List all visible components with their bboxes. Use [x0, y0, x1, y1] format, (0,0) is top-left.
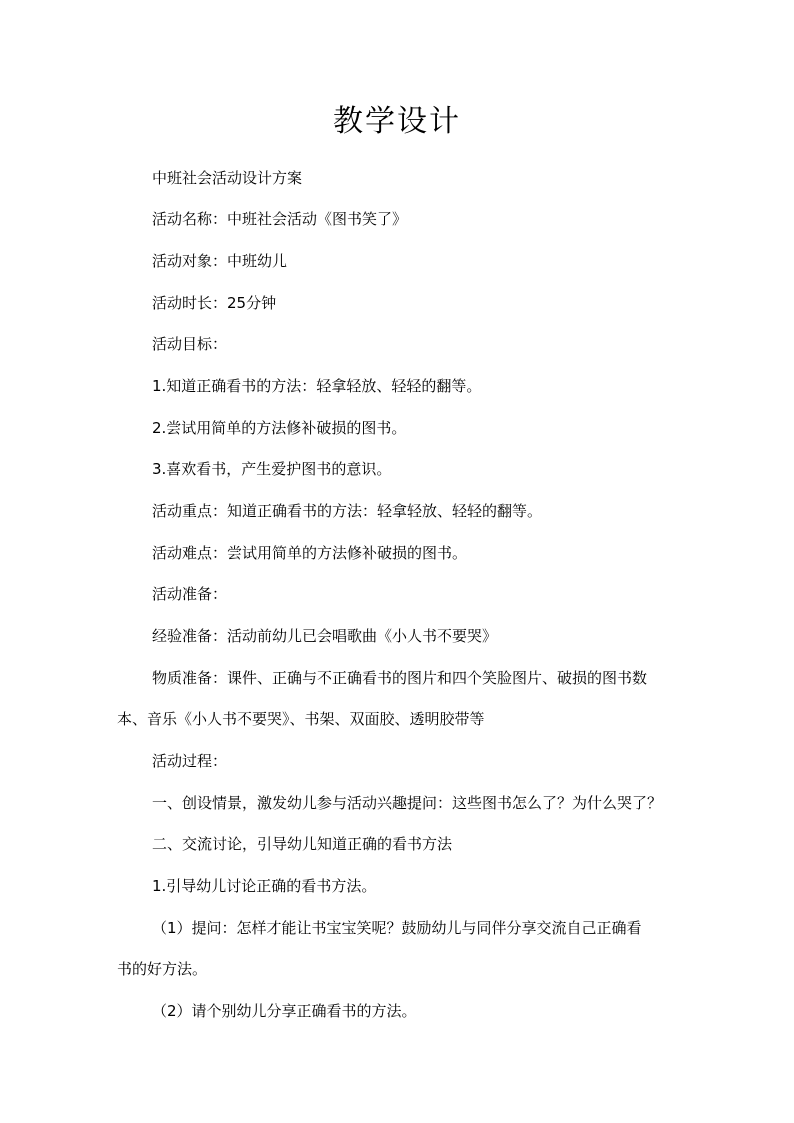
- paragraph-material-prep-cont: 本、音乐《小人书不要哭》、书架、双面胶、透明胶带等: [117, 710, 485, 728]
- paragraph-goals-heading: 活动目标：: [152, 335, 228, 353]
- paragraph-step-2-1-a: （1）提问：怎样才能让书宝宝笑呢？鼓励幼儿与同伴分享交流自己正确看: [152, 919, 642, 937]
- paragraph-key-point: 活动重点：知道正确看书的方法：轻拿轻放、轻轻的翻等。: [152, 502, 543, 520]
- paragraph-process-heading: 活动过程：: [152, 752, 228, 770]
- paragraph-activity-name: 活动名称：中班社会活动《图书笑了》: [152, 210, 408, 228]
- paragraph-difficulty: 活动难点：尝试用简单的方法修补破损的图书。: [152, 544, 468, 562]
- paragraph-step-2-1: 1.引导幼儿讨论正确的看书方法。: [152, 877, 377, 895]
- paragraph-activity-duration: 活动时长：25分钟: [152, 294, 277, 312]
- paragraph-step-2-1-a-cont: 书的好方法。: [117, 960, 208, 978]
- paragraph-activity-target: 活动对象：中班幼儿: [152, 252, 288, 270]
- paragraph-step-2-1-b: （2）请个别幼儿分享正确看书的方法。: [152, 1002, 417, 1020]
- paragraph-goal-2: 2.尝试用简单的方法修补破损的图书。: [152, 419, 407, 437]
- paragraph-step-1: 一、创设情景，激发幼儿参与活动兴趣提问：这些图书怎么了？为什么哭了？: [152, 794, 663, 812]
- document-title: 教学设计: [333, 104, 461, 139]
- paragraph-preparation-heading: 活动准备：: [152, 585, 228, 603]
- paragraph-plan-title: 中班社会活动设计方案: [152, 169, 303, 187]
- paragraph-goal-1: 1.知道正确看书的方法：轻拿轻放、轻轻的翻等。: [152, 377, 482, 395]
- paragraph-experience-prep: 经验准备：活动前幼儿已会唱歌曲《小人书不要哭》: [152, 627, 498, 645]
- paragraph-goal-3: 3.喜欢看书，产生爱护图书的意识。: [152, 460, 392, 478]
- paragraph-material-prep: 物质准备：课件、正确与不正确看书的图片和四个笑脸图片、破损的图书数: [152, 669, 648, 687]
- paragraph-step-2: 二、交流讨论，引导幼儿知道正确的看书方法: [152, 835, 453, 853]
